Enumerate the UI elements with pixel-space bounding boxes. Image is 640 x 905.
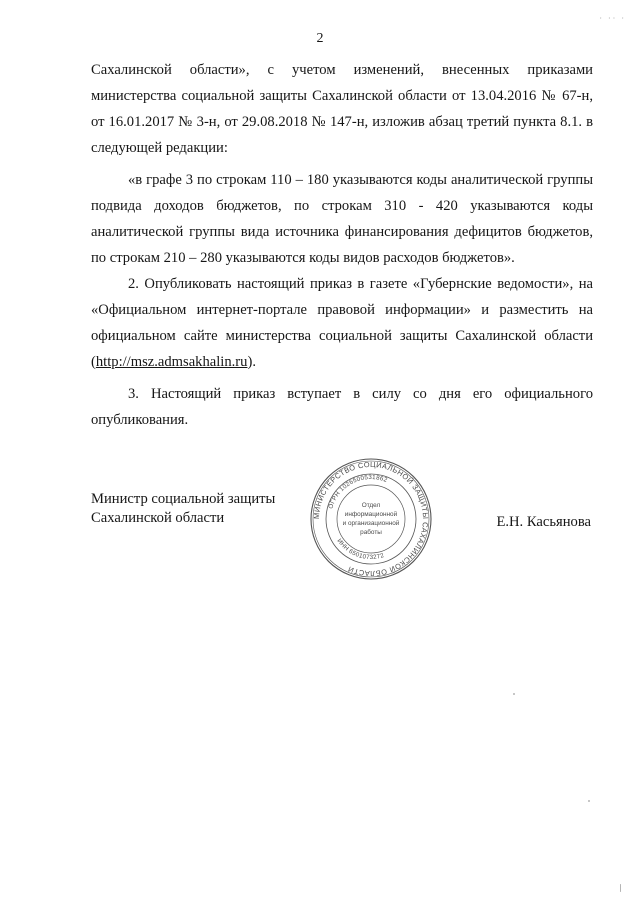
- stamp-seal-graphic: [308, 456, 434, 582]
- paragraph-publish-text: 2. Опубликовать настоящий приказ в газете «Губернские ведомости», на «Официальном интернет-портале правовой информации» и разместить на официальном сайте министерства социальной защиты Сахалинской области (: [91, 276, 593, 370]
- scan-speck: [513, 693, 515, 695]
- scan-speck: [620, 884, 621, 892]
- stamp-center-line3: и организационной: [342, 520, 400, 527]
- svg-text:ИНН 6501073272: [336, 538, 386, 561]
- paragraph-publish-end: ).: [247, 354, 256, 370]
- paragraph-quote: «в графе 3 по строкам 110 – 180 указываются коды аналитической группы подвида доходов бюджетов, по строкам 310 - 420 указываются коды аналитической группы вида источника финансирования дефицитов бюджетов, по строкам 210 – 280 указываются коды видов расходов бюджетов».: [91, 172, 593, 266]
- signatory-title-line1: Министр социальной защиты: [91, 491, 276, 507]
- stamp-inner-top-text: ОГРН 1026500531862: [327, 473, 389, 510]
- stamp-center-line2: информационной: [344, 511, 398, 518]
- stamp-outer-ring-text: МИНИСТЕРСТВО СОЦИАЛЬНОЙ ЗАЩИТЫ САХАЛИНСКОЙ ОБЛАСТИ: [311, 459, 431, 579]
- page-number: 2: [316, 31, 324, 46]
- stamp-center-line1: Отдел: [361, 502, 381, 509]
- scan-corner-mark: · ·· ·: [599, 14, 626, 23]
- paragraph-publish: [91, 271, 593, 375]
- paragraph-effective: 3. Настоящий приказ вступает в силу со дня его официального опубликования.: [91, 386, 593, 428]
- scan-speck: [588, 800, 590, 802]
- ministry-site-link[interactable]: http://msz.admsakhalin.ru: [95, 354, 248, 370]
- document-body: [91, 57, 593, 433]
- signatory-name: Е.Н. Касьянова: [496, 514, 591, 530]
- signatory-title: [91, 490, 275, 528]
- stamp-center-line4: работы: [360, 529, 382, 536]
- official-stamp: [308, 456, 434, 582]
- signatory-title-line2: Сахалинской области: [91, 510, 225, 526]
- stamp-inner-bottom-text: ИНН 6501073272: [335, 537, 385, 562]
- paragraph-amendment: Сахалинской области», с учетом изменений, внесенных приказами министерства социальной защиты Сахалинской области от 13.04.2016 № 67-н, от 16.01.2017 № 3-н, от 29.08.2018 № 147-н, изложив абзац третий пункта 8.1. в следующей редакции:: [91, 62, 593, 156]
